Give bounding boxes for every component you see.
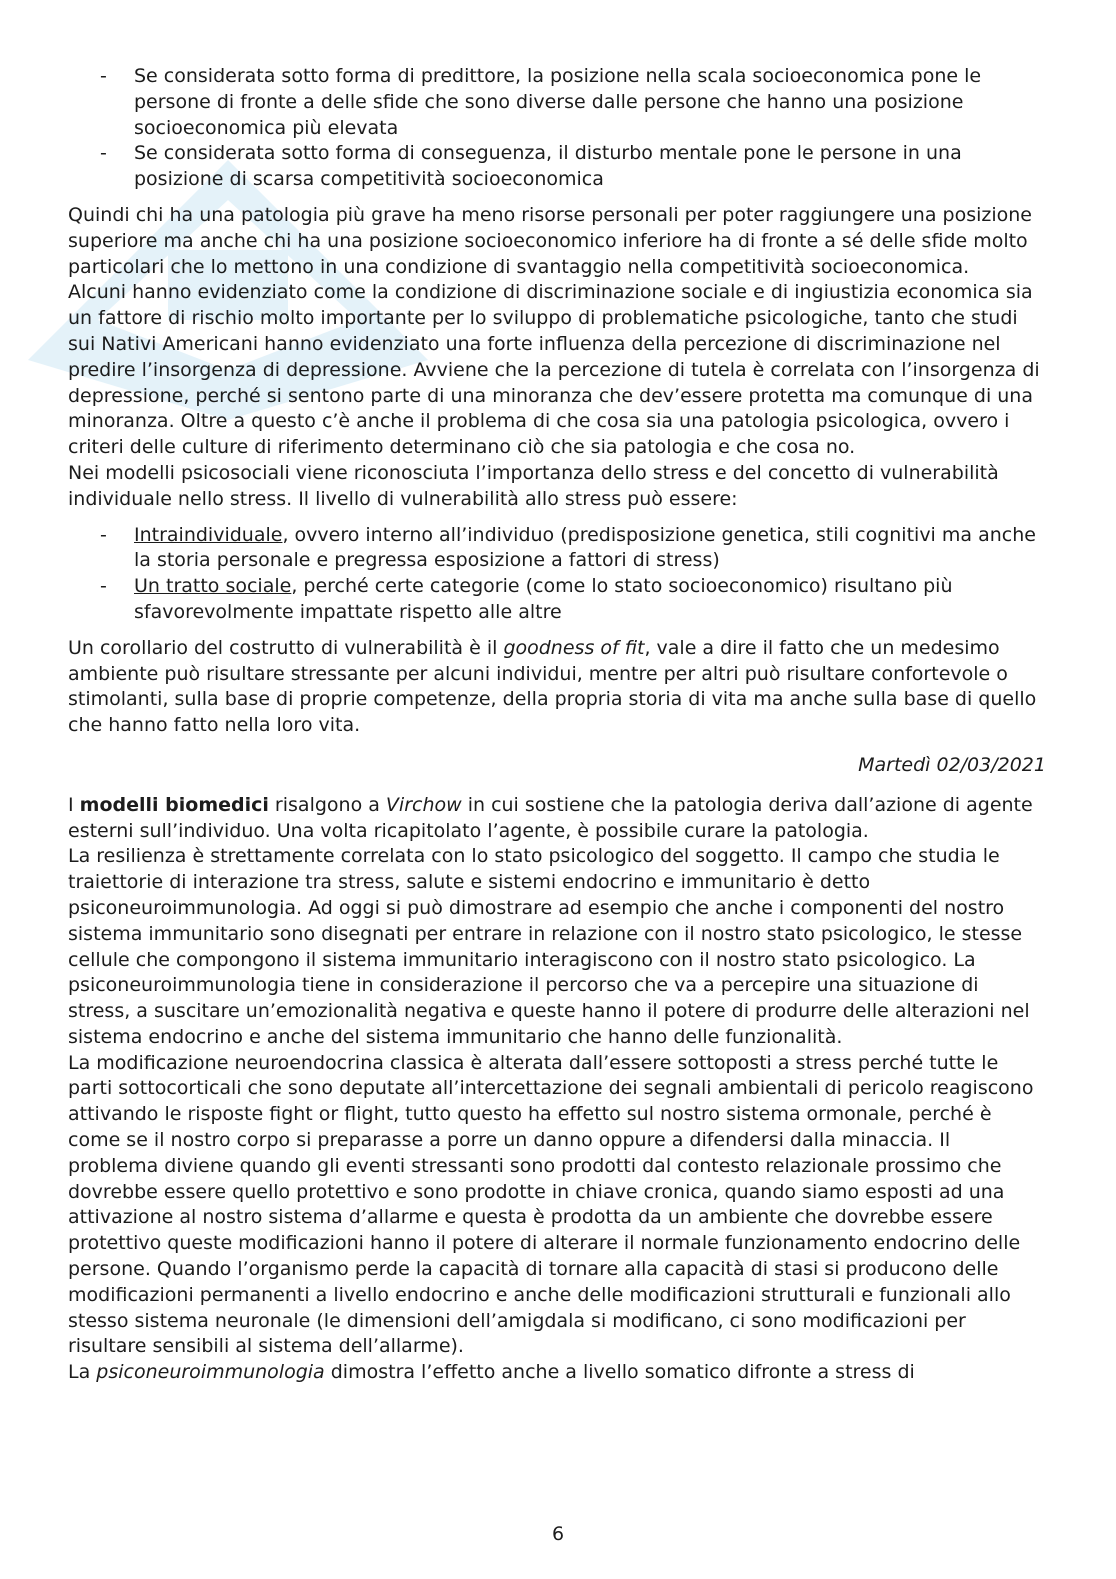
paragraph: Nei modelli psicosociali viene riconosciuta l’importanza dello stress e del concetto di vulnerabilità individuale nello stress. Il livello di vulnerabilità allo stress può essere: bbox=[68, 461, 999, 510]
bold-term: modelli biomedici bbox=[79, 793, 269, 816]
list-term: Un tratto sociale bbox=[134, 575, 292, 598]
bullet-list-socioeconomic bbox=[68, 64, 1046, 193]
paragraph: Un corollario del costrutto di vulnerabilità è il goodness of fit, vale a dire il fatto che un medesimo ambiente può risultare stressante per alcuni individui, mentre per altri può risultare confortevole o stimolanti, sulla base di proprie competenze, della propria storia di vita ma anche sulla base di quello che hanno fatto nella loro vita. bbox=[68, 636, 1037, 737]
paragraph: Alcuni hanno evidenziato come la condizione di discriminazione sociale e di ingiustizia economica sia un fattore di rischio molto importante per lo sviluppo di problematiche psicologiche, tanto che studi sui Nativi Americani hanno evidenziato una forte influenza della percezione di discriminazione nel predire l’insorgenza di depressione. Avviene che la percezione di tutela è correlata con l’insorgenza di depressione, perché si sentono parte di una minoranza che dev’essere protetta ma comunque di una minoranza. Oltre a questo c’è anche il problema di che cosa sia una patologia psicologica, ovvero i criteri delle culture di riferimento determinano ciò che sia patologia e che cosa no. bbox=[68, 281, 1040, 459]
italic-term: psiconeuroimmunologia bbox=[96, 1361, 325, 1384]
paragraph: Quindi chi ha una patologia più grave ha meno risorse personali per poter raggiungere una posizione superiore ma anche chi ha una posizione socioeconomico inferiore ha di fronte a sé delle sfide molto particolari che lo mettono in una condizione di svantaggio nella competitività socioeconomica. bbox=[68, 203, 1032, 278]
list-item bbox=[68, 574, 1046, 626]
bullet-list-vulnerability bbox=[68, 523, 1046, 626]
list-item bbox=[68, 523, 1046, 575]
paragraph: La modificazione neuroendocrina classica è alterata dall’essere sottoposti a stress perché tutte le parti sottocorticali che sono deputate all’intercettazione dei segnali ambientali di pericolo reagiscono attivando le risposte fight or flight, tutto questo ha effetto sul nostro sistema ormonale, perché è come se il nostro corpo si preparasse a porre un danno oppure a difendersi dalla minaccia. Il problema diviene quando gli eventi stressanti sono prodotti dal contesto relazionale prossimo che dovrebbe essere quello protettivo e sono prodotte in chiave cronica, quando siamo esposti ad una attivazione al nostro sistema d’allarme e questa è prodotta da un ambiente che dovrebbe essere protettivo queste modificazioni hanno il potere di alterare il normale funzionamento endocrino delle persone. Quando l’organismo perde la capacità di tornare alla capacità di stasi si producono delle modificazioni permanenti a livello endocrino e anche delle modificazioni strutturali e funzionali allo stesso sistema neuronale (le dimensioni dell’amigdala si modificano, ci sono modificazioni per risultare sensibili al sistema dell’allarme). bbox=[68, 1051, 1034, 1358]
italic-term: goodness of fit bbox=[503, 636, 645, 659]
paragraph: I modelli biomedici risalgono a Virchow in cui sostiene che la patologia deriva dall’azione di agente esterni sull’individuo. Una volta ricapitolato l’agente, è possibile curare la patologia. bbox=[68, 793, 1033, 842]
document-page bbox=[68, 64, 1046, 1386]
lecture-date: Martedì 02/03/2021 bbox=[858, 753, 1046, 776]
paragraph: La psiconeuroimmunologia dimostra l’effetto anche a livello somatico difronte a stress di bbox=[68, 1361, 915, 1384]
page-number: 6 bbox=[551, 1523, 565, 1545]
paragraph: La resilienza è strettamente correlata con lo stato psicologico del soggetto. Il campo che studia le traiettorie di interazione tra stress, salute e sistemi endocrino e immunitario è detto psiconeuroimmunologia. Ad oggi si può dimostrare ad esempio che anche i componenti del nostro sistema immunitario sono disegnati per entrare in relazione con il nostro stato psicologico, le stesse cellule che compongono il sistema immunitario interagiscono con il nostro stato psicologico. La psiconeuroimmunologia tiene in considerazione il percorso che va a percepire una situazione di stress, a suscitare un’emozionalità negativa e queste hanno il potere di produrre delle alterazioni nel sistema endocrino e anche del sistema immunitario che hanno delle funzionalità. bbox=[68, 845, 1030, 1048]
list-term: Intraindividuale bbox=[134, 523, 283, 546]
italic-term: Virchow bbox=[385, 793, 462, 816]
list-item: - Se considerata sotto forma di predittore, la posizione nella scala socioeconomica pone le persone di fronte a delle sfide che sono diverse dalle persone che hanno una posizione socioeconomica più elevata bbox=[68, 64, 1046, 141]
list-text: , perché certe categorie (come lo stato socioeconomico) risultano più sfavorevolmente impattate rispetto alle altre bbox=[134, 575, 953, 623]
list-item: - Se considerata sotto forma di conseguenza, il disturbo mentale pone le persone in una posizione di scarsa competitività socioeconomica bbox=[68, 141, 1046, 193]
list-text: , ovvero interno all’individuo (predisposizione genetica, stili cognitivi ma anche la storia personale e pregressa esposizione a fattori di stress) bbox=[134, 523, 1036, 572]
